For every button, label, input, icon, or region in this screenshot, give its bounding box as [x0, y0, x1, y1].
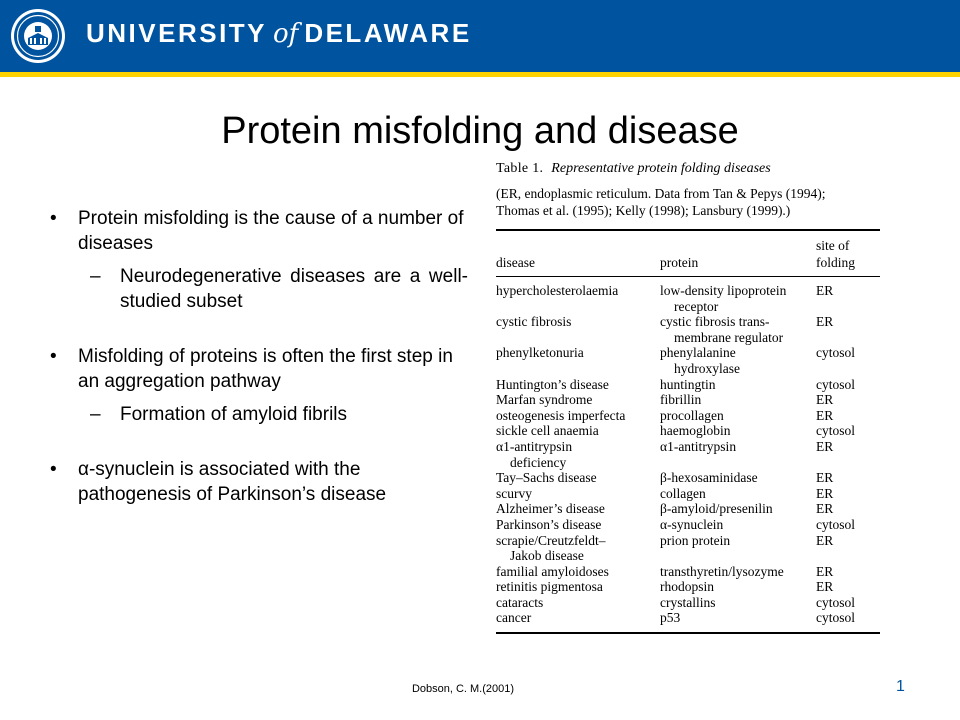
cell-protein — [674, 548, 830, 564]
table-row — [496, 610, 880, 626]
cell-protein: fibrillin — [660, 392, 702, 408]
cell-site — [830, 330, 880, 346]
cell-protein: haemoglobin — [660, 423, 731, 439]
cell-site: ER — [816, 407, 834, 423]
cell-disease: deficiency — [510, 454, 567, 470]
cell-site: ER — [816, 314, 834, 330]
table-row — [496, 517, 880, 533]
bullet-2: • Misfolding of proteins is often the first step in an aggregation pathway — [48, 344, 468, 394]
cell-site: cytosol — [816, 516, 855, 532]
cell-site: ER — [816, 392, 834, 408]
cell-site — [830, 548, 880, 564]
table-row — [496, 423, 880, 439]
cell-protein: α-synuclein — [660, 516, 724, 532]
cell-site: ER — [816, 579, 834, 595]
cell-disease: familial amyloidoses — [496, 563, 609, 579]
cell-disease: osteogenesis imperfecta — [496, 407, 626, 423]
bullet-list — [48, 206, 468, 507]
cell-protein: prion protein — [660, 532, 731, 548]
table-row — [496, 470, 880, 486]
cell-disease: sickle cell anaemia — [496, 423, 599, 439]
header-bar — [0, 0, 960, 72]
cell-site: ER — [816, 501, 834, 517]
citation: Dobson, C. M.(2001) — [411, 683, 515, 695]
table-row — [496, 533, 880, 549]
cell-disease — [496, 330, 660, 346]
table-row — [496, 595, 880, 611]
cell-protein: low-density lipoprotein — [660, 283, 787, 298]
table-row — [496, 408, 880, 424]
header-disease: disease — [496, 255, 535, 270]
cell-protein: receptor — [674, 298, 719, 314]
table-row — [496, 345, 880, 361]
table-row — [496, 548, 880, 564]
table-row — [496, 330, 880, 346]
table-row — [496, 299, 880, 315]
cell-site: ER — [816, 563, 834, 579]
disease-table-figure — [496, 160, 880, 634]
cell-disease — [496, 361, 660, 377]
cell-disease: scurvy — [496, 485, 532, 501]
cell-site: ER — [816, 485, 834, 501]
cell-site: cytosol — [816, 594, 855, 610]
cell-protein: transthyretin/lysozyme — [660, 563, 784, 579]
cell-site: cytosol — [816, 376, 855, 392]
header-protein: protein — [660, 255, 699, 270]
cell-protein: phenylalanine — [660, 345, 736, 361]
bullet-1: • Protein misfolding is the cause of a number of diseases — [48, 206, 468, 256]
cell-site: cytosol — [816, 610, 855, 626]
cell-disease: cystic fibrosis — [496, 314, 572, 330]
cell-site: ER — [816, 283, 834, 298]
cell-disease: Parkinson’s disease — [496, 516, 602, 532]
cell-protein: β-amyloid/presenilin — [660, 501, 773, 517]
cell-disease — [496, 299, 660, 315]
cell-protein: rhodopsin — [660, 579, 714, 595]
table-row — [496, 579, 880, 595]
cell-disease: Marfan syndrome — [496, 392, 593, 408]
cell-site — [830, 361, 880, 377]
table-bottom-rule — [496, 632, 880, 634]
cell-disease: scrapie/Creutzfeldt– — [496, 532, 606, 548]
sub-bullet-1: – Neurodegenerative diseases are a well-studied subset — [90, 266, 468, 312]
cell-site: cytosol — [816, 423, 855, 439]
cell-site: ER — [816, 532, 834, 548]
cell-protein: procollagen — [660, 407, 724, 423]
cell-disease: Jakob disease — [510, 548, 584, 564]
header-site: site of folding — [816, 238, 855, 270]
cell-disease: cataracts — [496, 594, 544, 610]
cell-disease: α1-antitrypsin — [496, 438, 573, 454]
cell-protein: β-hexosaminidase — [660, 470, 758, 486]
table-row — [496, 564, 880, 580]
cell-site: cytosol — [816, 345, 855, 361]
cell-disease: Tay–Sachs disease — [496, 470, 597, 486]
cell-disease: Alzheimer’s disease — [496, 501, 605, 517]
university-wordmark: UNIVERSITY of DELAWARE — [86, 18, 472, 49]
table-row — [496, 283, 880, 299]
slide-title: Protein misfolding and disease — [221, 110, 739, 152]
table-title: Table 1. Representative protein folding diseases — [496, 161, 771, 176]
cell-disease: phenylketonuria — [496, 345, 584, 361]
sub-bullet-2: – Formation of amyloid fibrils — [90, 404, 348, 425]
page-number: 1 — [896, 678, 905, 695]
cell-disease: cancer — [496, 610, 532, 626]
table-row — [496, 392, 880, 408]
table-body — [496, 277, 880, 626]
cell-protein: collagen — [660, 485, 706, 501]
table-row — [496, 501, 880, 517]
cell-disease: Huntington’s disease — [496, 376, 609, 392]
cell-protein: membrane regulator — [674, 329, 784, 345]
cell-disease: hypercholesterolaemia — [496, 283, 619, 298]
cell-site — [830, 299, 880, 315]
table-row — [496, 377, 880, 393]
cell-protein: huntingtin — [660, 376, 716, 392]
table-row — [496, 455, 880, 471]
table-row — [496, 486, 880, 502]
cell-protein: hydroxylase — [674, 360, 740, 376]
bullet-3: • α-synuclein is associated with the pathogenesis of Parkinson’s disease — [48, 457, 468, 507]
table-row — [496, 439, 880, 455]
cell-disease: retinitis pigmentosa — [496, 579, 603, 595]
cell-protein — [674, 455, 830, 471]
cell-site — [830, 455, 880, 471]
cell-protein: α1-antitrypsin — [660, 438, 737, 454]
cell-protein: crystallins — [660, 594, 716, 610]
cell-site: ER — [816, 438, 834, 454]
table-row — [496, 314, 880, 330]
cell-protein: p53 — [660, 610, 681, 626]
table-header — [496, 231, 880, 276]
cell-protein: cystic fibrosis trans- — [660, 314, 770, 330]
table-row — [496, 361, 880, 377]
university-seal-icon — [10, 8, 66, 64]
table-note: (ER, endoplasmic reticulum. Data from Tan & Pepys (1994); Thomas et al. (1995); Kelly (1998); Lansbury (1999).) — [496, 186, 826, 218]
cell-site: ER — [816, 470, 834, 486]
accent-stripe — [0, 72, 960, 77]
